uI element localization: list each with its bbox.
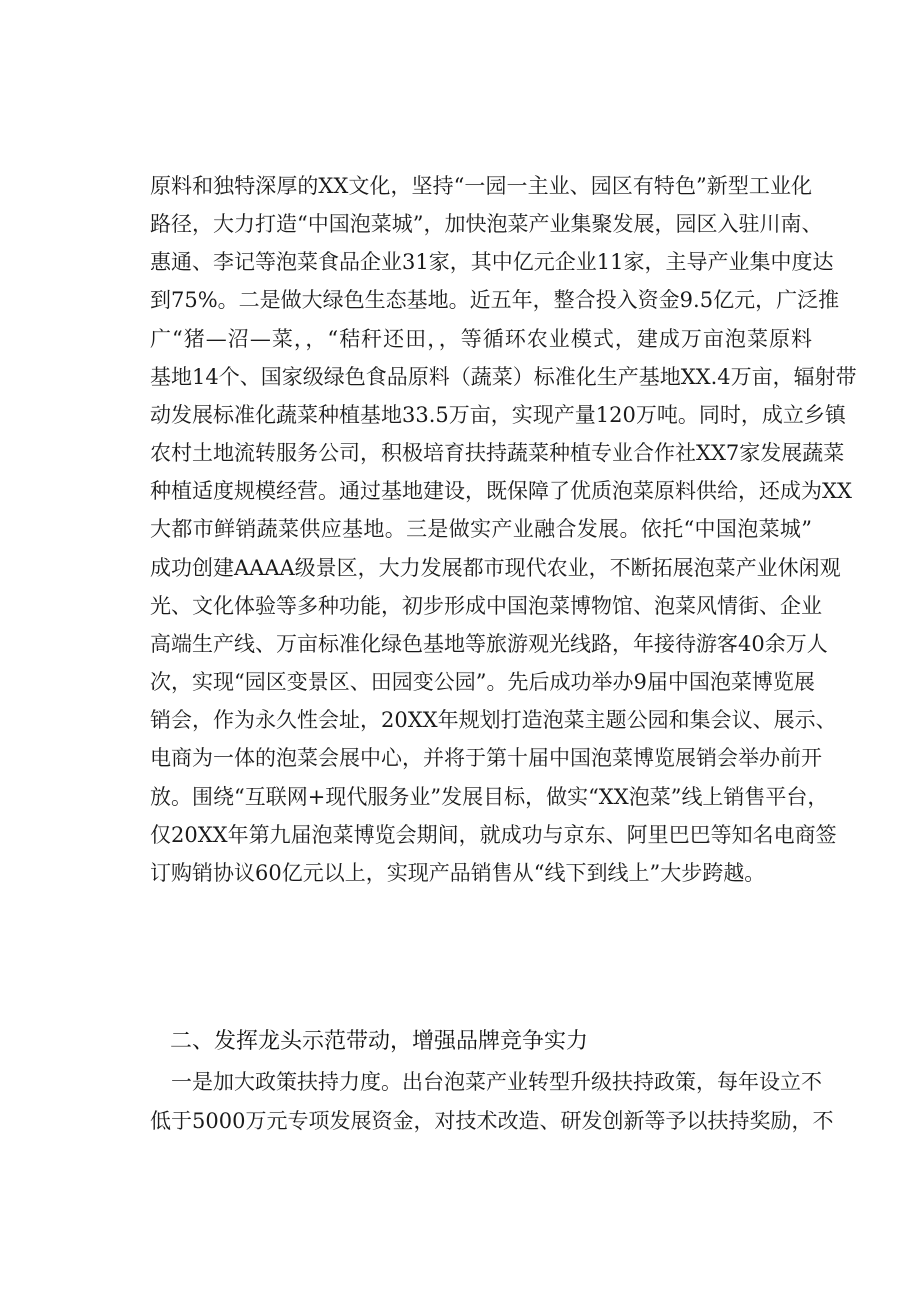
- body-line: 惠通、李记等泡菜食品企业31家，其中亿元企业11家，主导产业集中度达: [150, 250, 834, 274]
- body-line: 广“猪—沼—菜，，“秸秆还田，，等循环农业模式，建成万亩泡菜原料: [150, 327, 812, 351]
- section-heading: 二、发挥龙头示范带动，增强品牌竞争实力: [170, 1029, 589, 1054]
- body-line: 路径，大力打造“中国泡菜城”，加快泡菜产业集聚发展，园区入驻川南、: [150, 212, 823, 236]
- body-line: 光、文化体验等多种功能，初步形成中国泡菜博物馆、泡菜风情街、企业: [150, 594, 822, 618]
- body-line: 动发展标准化蔬菜种植基地33.5万亩，实现产量120万吨。同时，成立乡镇: [150, 403, 846, 427]
- body-line: 农村土地流转服务公司，积极培育扶持蔬菜种植专业合作社XX7家发展蔬菜: [150, 441, 845, 465]
- body-line: 成功创建AAAA级景区，大力发展都市现代农业，不断拓展泡菜产业休闲观: [150, 556, 841, 580]
- body-line: 放。围绕“互联网+现代服务业”发展目标，做实“XX泡菜”线上销售平台，: [150, 785, 829, 809]
- section-line: 一是加大政策扶持力度。出台泡菜产业转型升级扶持政策，每年设立不: [171, 1070, 822, 1094]
- body-line: 到75%。二是做大绿色生态基地。近五年，整合投入资金9.5亿元，广泛推: [150, 288, 840, 312]
- section-line: 低于5000万元专项发展资金，对技术改造、研发创新等予以扶持奖励，不: [150, 1109, 834, 1133]
- body-line: 种植适度规模经营。通过基地建设，既保障了优质泡菜原料供给，还成为XX: [150, 479, 852, 503]
- body-line: 原料和独特深厚的XX文化，坚持“一园一主业、园区有特色”新型工业化: [150, 174, 812, 198]
- body-line: 大都市鲜销蔬菜供应基地。三是做实产业融合发展。依托“中国泡菜城”: [150, 517, 812, 541]
- body-line: 次，实现“园区变景区、田园变公园”。先后成功举办9届中国泡菜博览展: [150, 670, 815, 694]
- body-line: 电商为一体的泡菜会展中心，并将于第十届中国泡菜博览展销会举办前开: [150, 746, 822, 770]
- body-line: 仅20XX年第九届泡菜博览会期间，就成功与京东、阿里巴巴等知名电商签: [150, 823, 837, 847]
- body-line: 基地14个、国家级绿色食品原料（蔬菜）标准化生产基地XX.4万亩，辐射带: [150, 365, 857, 389]
- body-line: 订购销协议60亿元以上，实现产品销售从“线下到线上”大步跨越。: [150, 861, 766, 885]
- body-line: 销会，作为永久性会址，20XX年规划打造泡菜主题公园和集会议、展示、: [150, 708, 837, 732]
- body-line: 高端生产线、万亩标准化绿色基地等旅游观光线路，年接待游客40余万人: [150, 632, 828, 656]
